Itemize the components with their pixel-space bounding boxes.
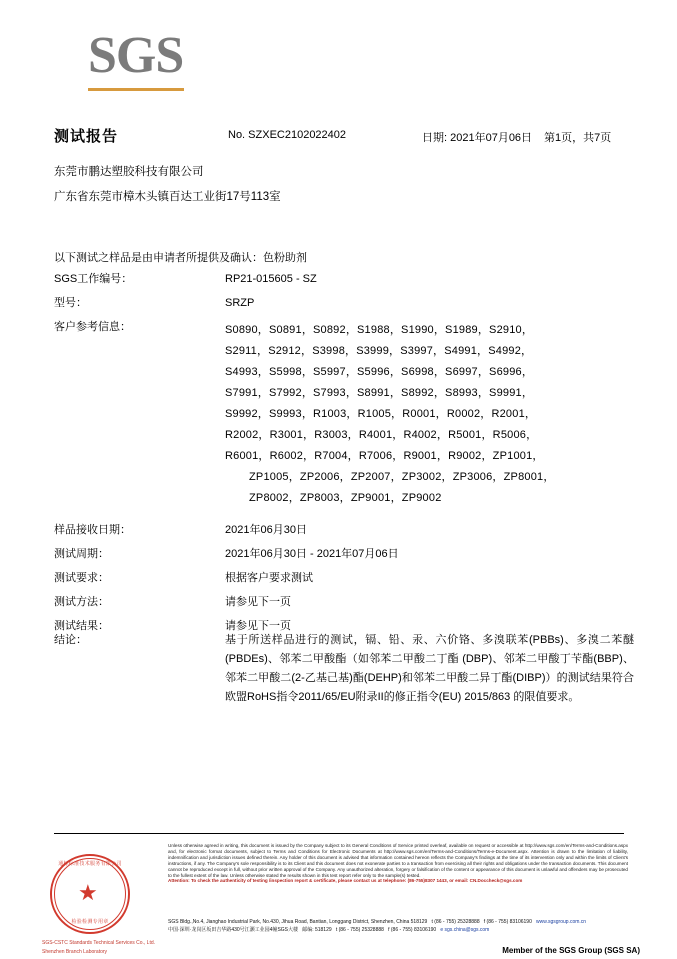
test-method-label: 测试方法： — [54, 596, 109, 608]
model-value: SRZP — [225, 297, 255, 309]
seal-bottom-text: 检验检测专用章 — [71, 919, 109, 925]
test-details-table — [54, 523, 634, 643]
seal-side-text-2: Shenzhen Branch Laboratory — [42, 949, 108, 955]
test-requirement-label: 测试要求： — [54, 572, 109, 584]
conclusion-label: 结论： — [54, 634, 87, 646]
address-line-en — [168, 918, 638, 926]
address-line-cn — [168, 926, 638, 934]
model-label: 型号： — [54, 297, 87, 309]
reference-label: 客户参考信息： — [54, 321, 131, 333]
reference-line: S9992，S9993，R1003，R1005，R0001，R0002，R2001， — [225, 408, 537, 420]
reference-line: ZP8002，ZP8003，ZP9001，ZP9002 — [249, 492, 442, 504]
address-fax-cn: f (86 - 755) 83106190 — [388, 927, 437, 933]
info-table — [54, 272, 634, 518]
sgs-logo-text: SGS — [88, 27, 184, 84]
test-result-label: 测试结果： — [54, 620, 109, 632]
reference-line: R2002，R3001，R3003，R4001，R4002，R5001，R5006， — [225, 429, 538, 441]
info-row-method — [54, 595, 634, 610]
test-period-value: 2021年06月30日 - 2021年07月06日 — [225, 548, 399, 560]
received-date-value: 2021年06月30日 — [225, 524, 307, 536]
seal-side-text-1: SGS-CSTC Standards Technical Services Co., Ltd. — [42, 940, 156, 946]
office-address-block — [168, 918, 638, 934]
reference-line: ZP1005，ZP2006，ZP2007，ZP3002，ZP3006，ZP8001， — [249, 471, 555, 483]
received-date-label: 样品接收日期： — [54, 524, 131, 536]
info-row-requirement — [54, 571, 634, 586]
address-en: SGS Bldg.,No.4, Jianghao Industrial Park, No.430, Jihua Road, Bantian, Longgang District, Shenzhen, China 518129 — [168, 919, 428, 925]
address-zip: 邮编: 518129 — [302, 927, 332, 933]
info-row-reference — [54, 320, 634, 509]
info-row-period — [54, 547, 634, 562]
job-no-label: SGS工作编号： — [54, 273, 133, 285]
reference-values — [225, 320, 634, 509]
conclusion-block — [54, 631, 634, 707]
star-icon: ★ — [78, 880, 98, 905]
info-row-model — [54, 296, 634, 311]
test-period-label: 测试周期： — [54, 548, 109, 560]
test-method-value: 请参见下一页 — [225, 596, 291, 608]
authenticity-notice: Attention: To check the authenticity of testing /inspection report & certificate, please contact us at telephone: (86-755)8307 1443, or email: CN.Doccheck@sgs.com — [168, 878, 523, 884]
sgs-logo — [88, 27, 288, 92]
client-address: 广东省东莞市樟木头镇百达工业街17号113室 — [54, 191, 281, 203]
reference-line: S7991，S7992，S7993，S8991，S8992，S8993，S9991， — [225, 387, 534, 399]
legal-fineprint — [168, 843, 628, 884]
seal-top-text: 通标标准技术服务有限公司 — [58, 861, 122, 867]
logo-accent-bar — [88, 88, 184, 91]
client-name: 东莞市鹏达塑胶科技有限公司 — [54, 166, 204, 178]
address-website[interactable]: www.sgsgroup.com.cn — [536, 919, 587, 925]
reference-line: S0890，S0891，S0892，S1988，S1990，S1989，S2910， — [225, 324, 534, 336]
address-fax: f (86 - 755) 83106190 — [483, 919, 532, 925]
legal-paragraph: Unless otherwise agreed in writing, this document is issued by the Company subject to its General Conditions of Service printed overleaf, available on request or accessible at http://www.sgs.com/en/Terms-and-Conditions.aspx and, for electronic format documents, subject to Terms and Conditions for Electronic Documents at http://www.sgs.com/en/Terms-and-Conditions/Terms-e-Document.aspx. Attention is drawn to the limitation of liability, indemnification and jurisdiction issues defined therein. Any holder of this document is advised that information contained hereon reflects the Company's findings at the time of its intervention only and within the limits of Client's instructions, if any. The Company's sole responsibility is to its Client and this document does not exonerate parties to a transaction from exercising all their rights and obligations under the transaction documents. This document cannot be reproduced except in full, without prior written approval of the Company. Any unauthorized alteration, forgery or falsification of the content or appearance of this document is unlawful and offenders may be prosecuted to the fullest extent of the law. Unless otherwise stated the results shown in this test report refer only to the sample(s) tested. — [168, 843, 628, 878]
job-no-value: RP21-015605 - SZ — [225, 273, 317, 285]
report-number: No. SZXEC2102022402 — [228, 129, 347, 141]
footer-divider — [54, 833, 624, 834]
test-requirement-value: 根据客户要求测试 — [225, 572, 313, 584]
info-row-received — [54, 523, 634, 538]
address-email[interactable]: e sgs.china@sgs.com — [440, 927, 490, 933]
info-row-job-no — [54, 272, 634, 287]
sgs-group-member-note: Member of the SGS Group (SGS SA) — [502, 946, 640, 955]
page-title: 测试报告 — [54, 128, 119, 145]
conclusion-text: 基于所送样品进行的测试，镉、铅、汞、六价铬、多溴联苯(PBBs)、多溴二苯醚(PBDEs)、邻苯二甲酸酯（如邻苯二甲酸二丁酯 (DBP)、邻苯二甲酸丁苄酯(BBP)、邻苯二甲酸二(2-乙基己基)酯(DEHP)和邻苯二甲酸二异丁酯(DIBP)）的测试结果符合欧盟RoHS指令2011/65/EU附录II的修正指令(EU) 2015/863 的限值要求。 — [225, 634, 634, 703]
sample-declaration: 以下测试之样品是由申请者所提供及确认：色粉助剂 — [54, 252, 307, 264]
address-cn: 中国·深圳·龙岗区坂田吉华路430号江灏工业园4幢SGS大楼 — [168, 927, 299, 933]
test-result-value: 请参见下一页 — [225, 620, 291, 632]
reference-line: S4993，S5998，S5997，S5996，S6998，S6997，S6996， — [225, 366, 534, 378]
reference-line: S2911，S2912，S3998，S3999，S3997，S4991，S4992， — [225, 345, 533, 357]
address-tel-cn: t (86 - 755) 25328888 — [335, 927, 384, 933]
address-tel: t (86 - 755) 25328888 — [431, 919, 480, 925]
page-count: 第1页，共7页 — [544, 132, 612, 144]
reference-line: R6001，R6002，R7004，R7006，R9001，R9002，ZP1001， — [225, 450, 544, 462]
report-date: 日期: 2021年07月06日 — [422, 132, 533, 144]
company-seal-stamp — [42, 848, 156, 955]
